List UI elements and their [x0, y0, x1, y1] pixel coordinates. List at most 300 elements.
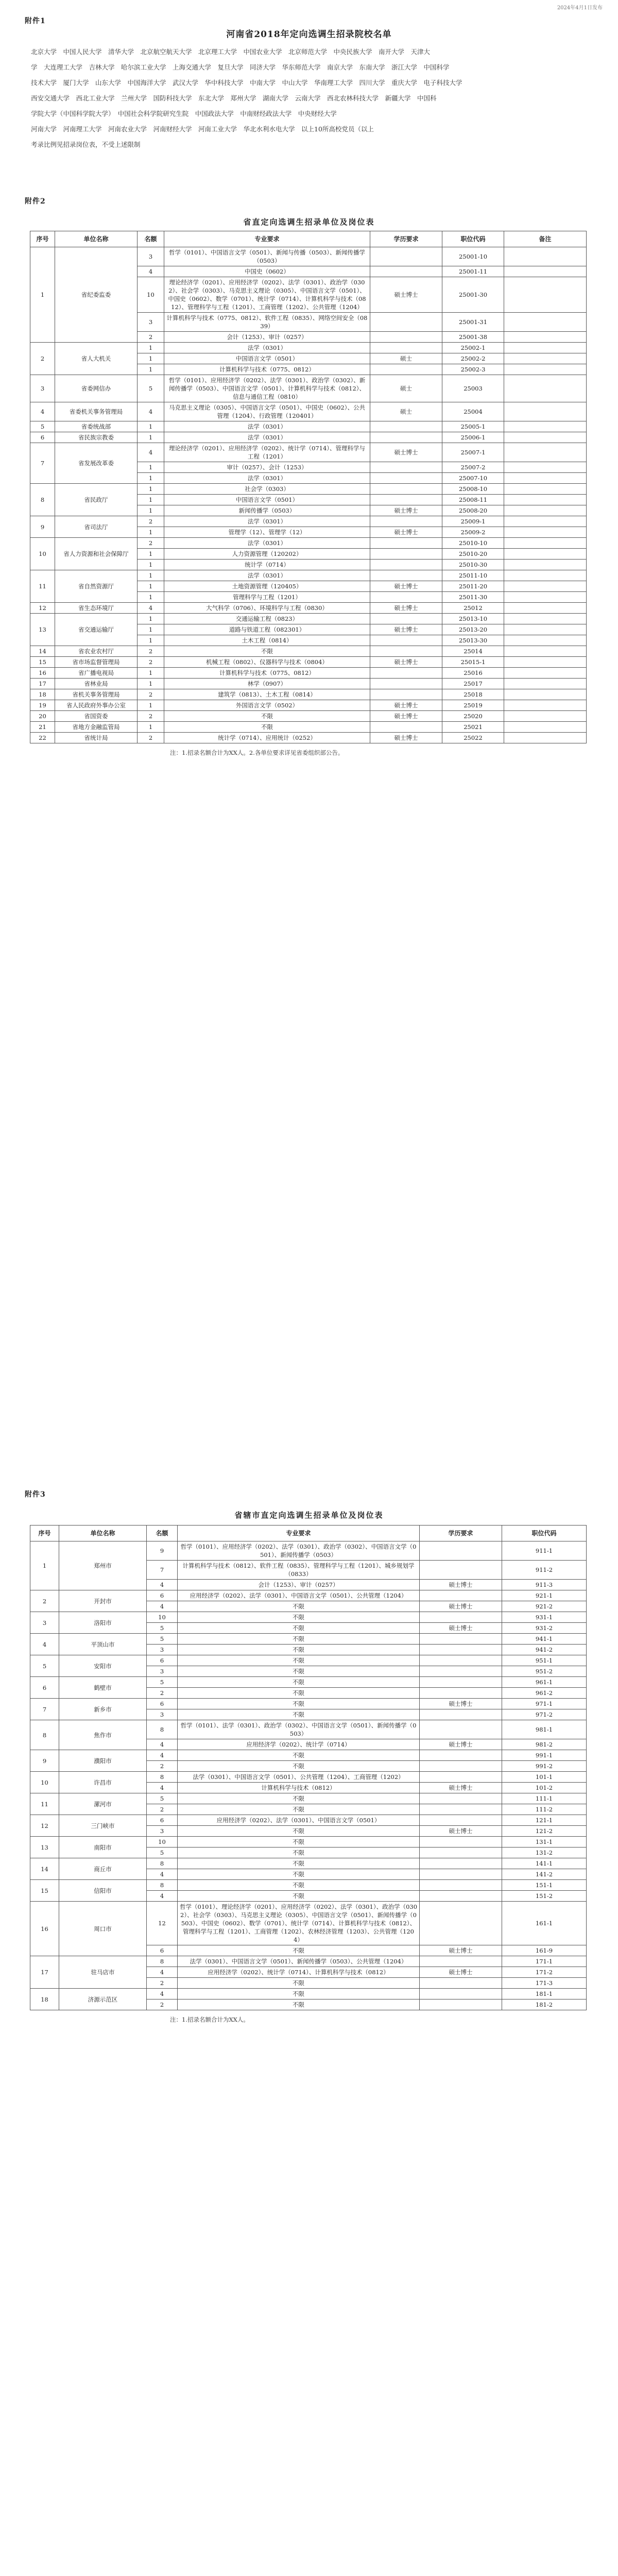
- degree-cell: 硕士博士: [370, 443, 442, 462]
- row-number: 17: [30, 679, 55, 689]
- table-row: [30, 668, 587, 679]
- degree-cell: [370, 538, 442, 549]
- degree-cell: [370, 266, 442, 277]
- quota-cell: 4: [147, 1783, 178, 1793]
- major-cell: 不限: [178, 1945, 420, 1956]
- degree-cell: [370, 560, 442, 570]
- degree-cell: [370, 668, 442, 679]
- remark-cell: [504, 495, 587, 505]
- row-number: 13: [30, 1837, 59, 1858]
- major-cell: 大气科学（0706）、环境科学与工程（0830）: [164, 603, 370, 614]
- quota-cell: 6: [147, 1945, 178, 1956]
- position-code: 25014: [442, 646, 504, 657]
- quota-cell: 1: [138, 592, 164, 603]
- col-header: 专业要求: [178, 1526, 420, 1541]
- table-row: [30, 402, 587, 421]
- col-header: 序号: [30, 1526, 59, 1541]
- row-number: 9: [30, 1750, 59, 1772]
- position-code: 25009-1: [442, 516, 504, 527]
- attachment3-label: 附件3: [25, 1490, 46, 1499]
- position-code: 941-1: [502, 1634, 587, 1645]
- unit-name: 新乡市: [59, 1699, 147, 1720]
- quota-cell: 10: [147, 1837, 178, 1848]
- major-cell: 社会学（0303）: [164, 484, 370, 495]
- degree-cell: 硕士博士: [370, 711, 442, 722]
- unit-name: 省地方金融监管局: [55, 722, 138, 733]
- col-header: 序号: [30, 231, 55, 247]
- quota-cell: 2: [147, 1804, 178, 1815]
- position-code: 25013-20: [442, 624, 504, 635]
- quota-cell: 4: [147, 1580, 178, 1590]
- degree-cell: [420, 1720, 502, 1739]
- position-code: 25002-2: [442, 353, 504, 364]
- unit-name: 省委机关事务管理局: [55, 402, 138, 421]
- position-code: 25010-20: [442, 549, 504, 560]
- degree-cell: [420, 1772, 502, 1783]
- remark-cell: [504, 402, 587, 421]
- quota-cell: 3: [147, 1709, 178, 1720]
- table3: [30, 1525, 587, 2010]
- col-header: 名额: [147, 1526, 178, 1541]
- major-cell: 道路与铁道工程（082301）: [164, 624, 370, 635]
- degree-cell: 硕士博士: [370, 527, 442, 538]
- major-cell: 法学（0301）: [164, 421, 370, 432]
- quota-cell: 2: [147, 1688, 178, 1699]
- position-code: 911-1: [502, 1541, 587, 1561]
- position-code: 25010-30: [442, 560, 504, 570]
- remark-cell: [504, 527, 587, 538]
- remark-cell: [504, 603, 587, 614]
- remark-cell: [504, 343, 587, 353]
- row-number: 20: [30, 711, 55, 722]
- position-code: 911-3: [502, 1580, 587, 1590]
- position-code: 951-1: [502, 1655, 587, 1666]
- major-cell: 机械工程（0802）、仪器科学与技术（0804）: [164, 657, 370, 668]
- row-number: 21: [30, 722, 55, 733]
- quota-cell: 3: [147, 1826, 178, 1837]
- degree-cell: [420, 1688, 502, 1699]
- quota-cell: 1: [138, 560, 164, 570]
- degree-cell: [370, 689, 442, 700]
- position-code: 951-2: [502, 1666, 587, 1677]
- major-cell: 土地资源管理（120405）: [164, 581, 370, 592]
- row-number: 9: [30, 516, 55, 538]
- position-code: 25021: [442, 722, 504, 733]
- degree-cell: 硕士: [370, 375, 442, 402]
- unit-name: 焦作市: [59, 1720, 147, 1750]
- degree-cell: [420, 1666, 502, 1677]
- position-code: 25001-38: [442, 332, 504, 343]
- major-cell: 外国语言文学（0502）: [164, 700, 370, 711]
- quota-cell: 3: [138, 313, 164, 332]
- row-number: 7: [30, 1699, 59, 1720]
- quota-cell: 1: [138, 343, 164, 353]
- unit-name: 省市场监督管理局: [55, 657, 138, 668]
- degree-cell: [370, 635, 442, 646]
- position-code: 921-1: [502, 1590, 587, 1601]
- quota-cell: 3: [147, 1666, 178, 1677]
- quota-cell: 2: [147, 1999, 178, 2010]
- table3-body: [30, 1541, 587, 2010]
- quota-cell: 5: [147, 1623, 178, 1634]
- position-code: 25005-1: [442, 421, 504, 432]
- degree-cell: [420, 1750, 502, 1761]
- degree-cell: 硕士博士: [420, 1739, 502, 1750]
- table-row: [30, 1720, 587, 1739]
- major-cell: 应用经济学（0202）、统计学（0714）: [178, 1739, 420, 1750]
- major-cell: 不限: [178, 1750, 420, 1761]
- major-cell: 不限: [178, 1623, 420, 1634]
- unit-name: 省广播电视局: [55, 668, 138, 679]
- major-cell: 不限: [178, 1880, 420, 1891]
- degree-cell: [370, 432, 442, 443]
- degree-cell: [370, 549, 442, 560]
- position-code: 171-3: [502, 1978, 587, 1989]
- position-code: 131-1: [502, 1837, 587, 1848]
- unit-name: 濮阳市: [59, 1750, 147, 1772]
- degree-cell: 硕士: [370, 402, 442, 421]
- major-cell: 审计（0257）、会计（1253）: [164, 462, 370, 473]
- degree-cell: [370, 646, 442, 657]
- school-line: 学院大学（中国科学院大学） 中国社会科学院研究生院 中国政法大学 中南财经政法大学 中央财经大学: [31, 110, 337, 117]
- quota-cell: 12: [147, 1902, 178, 1945]
- attachment1-title: 河南省2018年定向选调生招录院校名单: [226, 29, 392, 40]
- position-code: 25022: [442, 733, 504, 743]
- col-header: 学历要求: [370, 231, 442, 247]
- remark-cell: [504, 332, 587, 343]
- unit-name: 安阳市: [59, 1655, 147, 1677]
- row-number: 1: [30, 247, 55, 343]
- degree-cell: 硕士博士: [420, 1580, 502, 1590]
- quota-cell: 10: [138, 277, 164, 313]
- degree-cell: [420, 1793, 502, 1804]
- table-row: [30, 1837, 587, 1848]
- position-code: 131-2: [502, 1848, 587, 1858]
- major-cell: 不限: [178, 1858, 420, 1869]
- position-code: 911-2: [502, 1561, 587, 1580]
- degree-cell: [420, 1989, 502, 1999]
- major-cell: 理论经济学（0201）、应用经济学（0202）、统计学（0714）、管理科学与工程（1201）: [164, 443, 370, 462]
- row-number: 6: [30, 432, 55, 443]
- major-cell: 管理学（12）、管理学（12）: [164, 527, 370, 538]
- major-cell: 会计（1253）、审计（0257）: [164, 332, 370, 343]
- major-cell: 管理科学与工程（1201）: [164, 592, 370, 603]
- major-cell: 不限: [178, 1699, 420, 1709]
- table-row: [30, 1956, 587, 1967]
- table-row: [30, 484, 587, 495]
- quota-cell: 4: [147, 1967, 178, 1978]
- remark-cell: [504, 432, 587, 443]
- remark-cell: [504, 473, 587, 484]
- position-code: 25011-20: [442, 581, 504, 592]
- major-cell: 土木工程（0814）: [164, 635, 370, 646]
- quota-cell: 2: [138, 711, 164, 722]
- major-cell: 计算机科学与技术（0775、0812）: [164, 668, 370, 679]
- unit-name: 省机关事务管理局: [55, 689, 138, 700]
- degree-cell: [420, 1956, 502, 1967]
- position-code: 181-1: [502, 1989, 587, 1999]
- row-number: 15: [30, 1880, 59, 1902]
- major-cell: 不限: [178, 1666, 420, 1677]
- quota-cell: 2: [138, 689, 164, 700]
- quota-cell: 1: [138, 432, 164, 443]
- quota-cell: 5: [138, 375, 164, 402]
- position-code: 981-1: [502, 1720, 587, 1739]
- table-row: [30, 421, 587, 432]
- position-code: 25015-1: [442, 657, 504, 668]
- row-number: 3: [30, 1612, 59, 1634]
- remark-cell: [504, 560, 587, 570]
- major-cell: 建筑学（0813）、土木工程（0814）: [164, 689, 370, 700]
- table-row: [30, 1772, 587, 1783]
- position-code: 25002-3: [442, 364, 504, 375]
- quota-cell: 3: [147, 1645, 178, 1655]
- quota-cell: 4: [138, 266, 164, 277]
- remark-cell: [504, 570, 587, 581]
- unit-name: 省林业局: [55, 679, 138, 689]
- table-row: [30, 247, 587, 266]
- major-cell: 哲学（0101）、应用经济学（0202）、法学（0301）、政治学（0302）、新闻传播学（0503）、中国语言文学（0501）、计算机科学与技术（0812）、信息与通信工程（0810）: [164, 375, 370, 402]
- position-code: 111-2: [502, 1804, 587, 1815]
- table-row: [30, 711, 587, 722]
- quota-cell: 1: [138, 421, 164, 432]
- unit-name: 省自然资源厅: [55, 570, 138, 603]
- position-code: 991-1: [502, 1750, 587, 1761]
- position-code: 25002-1: [442, 343, 504, 353]
- major-cell: 中国语言文学（0501）: [164, 353, 370, 364]
- col-header: 单位名称: [59, 1526, 147, 1541]
- row-number: 14: [30, 1858, 59, 1880]
- degree-cell: 硕士博士: [420, 1783, 502, 1793]
- major-cell: 应用经济学（0202）、法学（0301）、中国语言文学（0501）、公共管理（1204）: [178, 1590, 420, 1601]
- row-number: 12: [30, 603, 55, 614]
- degree-cell: [370, 364, 442, 375]
- table-row: [30, 1880, 587, 1891]
- degree-cell: [420, 1561, 502, 1580]
- major-cell: 不限: [178, 1688, 420, 1699]
- position-code: 25007-10: [442, 473, 504, 484]
- table-row: [30, 657, 587, 668]
- row-number: 5: [30, 1655, 59, 1677]
- position-code: 971-1: [502, 1699, 587, 1709]
- unit-name: 平顶山市: [59, 1634, 147, 1655]
- quota-cell: 5: [147, 1848, 178, 1858]
- quota-cell: 4: [147, 1601, 178, 1612]
- table-row: [30, 375, 587, 402]
- position-code: 161-9: [502, 1945, 587, 1956]
- unit-name: 南阳市: [59, 1837, 147, 1858]
- major-cell: 不限: [178, 1837, 420, 1848]
- position-code: 25018: [442, 689, 504, 700]
- major-cell: 计算机科学与技术（0775、0812）、软件工程（0835）、网络空间安全（0839）: [164, 313, 370, 332]
- quota-cell: 9: [147, 1541, 178, 1561]
- degree-cell: [420, 1612, 502, 1623]
- table-row: [30, 1612, 587, 1623]
- major-cell: 不限: [178, 1601, 420, 1612]
- quota-cell: 4: [147, 1869, 178, 1880]
- row-number: 11: [30, 1793, 59, 1815]
- remark-cell: [504, 733, 587, 743]
- col-header: 专业要求: [164, 231, 370, 247]
- row-number: 16: [30, 668, 55, 679]
- unit-name: 省人民政府外事办公室: [55, 700, 138, 711]
- row-number: 6: [30, 1677, 59, 1699]
- position-code: 25001-31: [442, 313, 504, 332]
- table2-title: 省直定向选调生招录单位及岗位表: [243, 217, 375, 227]
- quota-cell: 6: [147, 1590, 178, 1601]
- quota-cell: 8: [147, 1772, 178, 1783]
- table-row: [30, 1793, 587, 1804]
- major-cell: 不限: [178, 1761, 420, 1772]
- unit-name: 济源示范区: [59, 1989, 147, 2010]
- position-code: 111-1: [502, 1793, 587, 1804]
- position-code: 151-1: [502, 1880, 587, 1891]
- major-cell: 法学（0301）、中国语言文学（0501）、新闻传播学（0503）、公共管理（1204）: [178, 1956, 420, 1967]
- school-line: 北京大学 中国人民大学 清华大学 北京航空航天大学 北京理工大学 中国农业大学 北京师范大学 中央民族大学 南开大学 天津大: [31, 48, 431, 56]
- remark-cell: [504, 421, 587, 432]
- position-code: 25007-1: [442, 443, 504, 462]
- table-row: [30, 443, 587, 462]
- row-number: 18: [30, 1989, 59, 2010]
- unit-name: 周口市: [59, 1902, 147, 1956]
- degree-cell: [420, 1891, 502, 1902]
- degree-cell: [370, 462, 442, 473]
- table2-body: [30, 247, 587, 743]
- degree-cell: [420, 1761, 502, 1772]
- degree-cell: 硕士博士: [370, 700, 442, 711]
- position-code: 151-2: [502, 1891, 587, 1902]
- unit-name: 省统计局: [55, 733, 138, 743]
- remark-cell: [504, 462, 587, 473]
- table-row: [30, 1699, 587, 1709]
- position-code: 121-1: [502, 1815, 587, 1826]
- quota-cell: 4: [138, 402, 164, 421]
- remark-cell: [504, 635, 587, 646]
- position-code: 25016: [442, 668, 504, 679]
- quota-cell: 4: [147, 1989, 178, 1999]
- major-cell: 人力资源管理（120202）: [164, 549, 370, 560]
- remark-cell: [504, 313, 587, 332]
- remark-cell: [504, 592, 587, 603]
- quota-cell: 1: [138, 668, 164, 679]
- corner-date: 2024年4月1日发布: [557, 5, 603, 11]
- unit-name: 省委网信办: [55, 375, 138, 402]
- school-line: 学 大连理工大学 吉林大学 哈尔滨工业大学 上海交通大学 复旦大学 同济大学 华东师范大学 南京大学 东南大学 浙江大学 中国科学: [31, 63, 450, 71]
- degree-cell: 硕士博士: [420, 1601, 502, 1612]
- major-cell: 会计（1253）、审计（0257）: [178, 1580, 420, 1590]
- quota-cell: 5: [147, 1634, 178, 1645]
- position-code: 25003: [442, 375, 504, 402]
- position-code: 181-2: [502, 1999, 587, 2010]
- degree-cell: 硕士博士: [420, 1945, 502, 1956]
- table3-footnote: 注：1.招录名额合计为XX人。: [170, 2016, 249, 2023]
- position-code: 25008-20: [442, 505, 504, 516]
- major-cell: 不限: [178, 1999, 420, 2010]
- col-header: 名额: [138, 231, 164, 247]
- position-code: 25006-1: [442, 432, 504, 443]
- table-row: [30, 1858, 587, 1869]
- degree-cell: [420, 1837, 502, 1848]
- remark-cell: [504, 581, 587, 592]
- row-number: 15: [30, 657, 55, 668]
- quota-cell: 1: [138, 353, 164, 364]
- position-code: 25012: [442, 603, 504, 614]
- degree-cell: [420, 1677, 502, 1688]
- position-code: 171-1: [502, 1956, 587, 1967]
- position-code: 25008-10: [442, 484, 504, 495]
- remark-cell: [504, 549, 587, 560]
- remark-cell: [504, 364, 587, 375]
- table-row: [30, 646, 587, 657]
- remark-cell: [504, 624, 587, 635]
- quota-cell: 5: [147, 1677, 178, 1688]
- major-cell: 不限: [178, 1709, 420, 1720]
- position-code: 961-1: [502, 1677, 587, 1688]
- table-row: [30, 1590, 587, 1601]
- row-number: 13: [30, 614, 55, 646]
- row-number: 17: [30, 1956, 59, 1989]
- degree-cell: 硕士博士: [370, 733, 442, 743]
- degree-cell: [370, 473, 442, 484]
- table-row: [30, 1541, 587, 1561]
- remark-cell: [504, 484, 587, 495]
- remark-cell: [504, 614, 587, 624]
- position-code: 941-2: [502, 1645, 587, 1655]
- position-code: 141-1: [502, 1858, 587, 1869]
- major-cell: 林学（0907）: [164, 679, 370, 689]
- quota-cell: 4: [147, 1891, 178, 1902]
- table2: [30, 231, 587, 743]
- degree-cell: [370, 570, 442, 581]
- quota-cell: 2: [138, 538, 164, 549]
- col-header: 职位代码: [502, 1526, 587, 1541]
- remark-cell: [504, 646, 587, 657]
- unit-name: 鹤壁市: [59, 1677, 147, 1699]
- unit-name: 三门峡市: [59, 1815, 147, 1837]
- degree-cell: 硕士博士: [370, 505, 442, 516]
- remark-cell: [504, 375, 587, 402]
- unit-name: 省农业农村厅: [55, 646, 138, 657]
- degree-cell: 硕士博士: [370, 657, 442, 668]
- major-cell: 不限: [164, 646, 370, 657]
- school-line: 河南大学 河南理工大学 河南农业大学 河南财经大学 河南工业大学 华北水利水电大学 以上10所高校党员（以上: [31, 125, 374, 133]
- degree-cell: [420, 1804, 502, 1815]
- quota-cell: 2: [138, 657, 164, 668]
- position-code: 141-2: [502, 1869, 587, 1880]
- degree-cell: [370, 722, 442, 733]
- quota-cell: 1: [138, 505, 164, 516]
- quota-cell: 4: [147, 1739, 178, 1750]
- unit-name: 漯河市: [59, 1793, 147, 1815]
- unit-name: 省司法厅: [55, 516, 138, 538]
- quota-cell: 2: [147, 1761, 178, 1772]
- position-code: 931-2: [502, 1623, 587, 1634]
- attachment1-label: 附件1: [25, 17, 46, 25]
- unit-name: 开封市: [59, 1590, 147, 1612]
- unit-name: 省民政厅: [55, 484, 138, 516]
- table2-footnote: 注：1.招录名额合计为XX人。2.各单位要求详见省委组织部公告。: [170, 749, 344, 756]
- table-row: [30, 700, 587, 711]
- quota-cell: 4: [138, 443, 164, 462]
- row-number: 11: [30, 570, 55, 603]
- position-code: 25013-30: [442, 635, 504, 646]
- table-row: [30, 1634, 587, 1645]
- quota-cell: 4: [138, 603, 164, 614]
- remark-cell: [504, 722, 587, 733]
- row-number: 18: [30, 689, 55, 700]
- unit-name: 郑州市: [59, 1541, 147, 1590]
- degree-cell: [420, 1978, 502, 1989]
